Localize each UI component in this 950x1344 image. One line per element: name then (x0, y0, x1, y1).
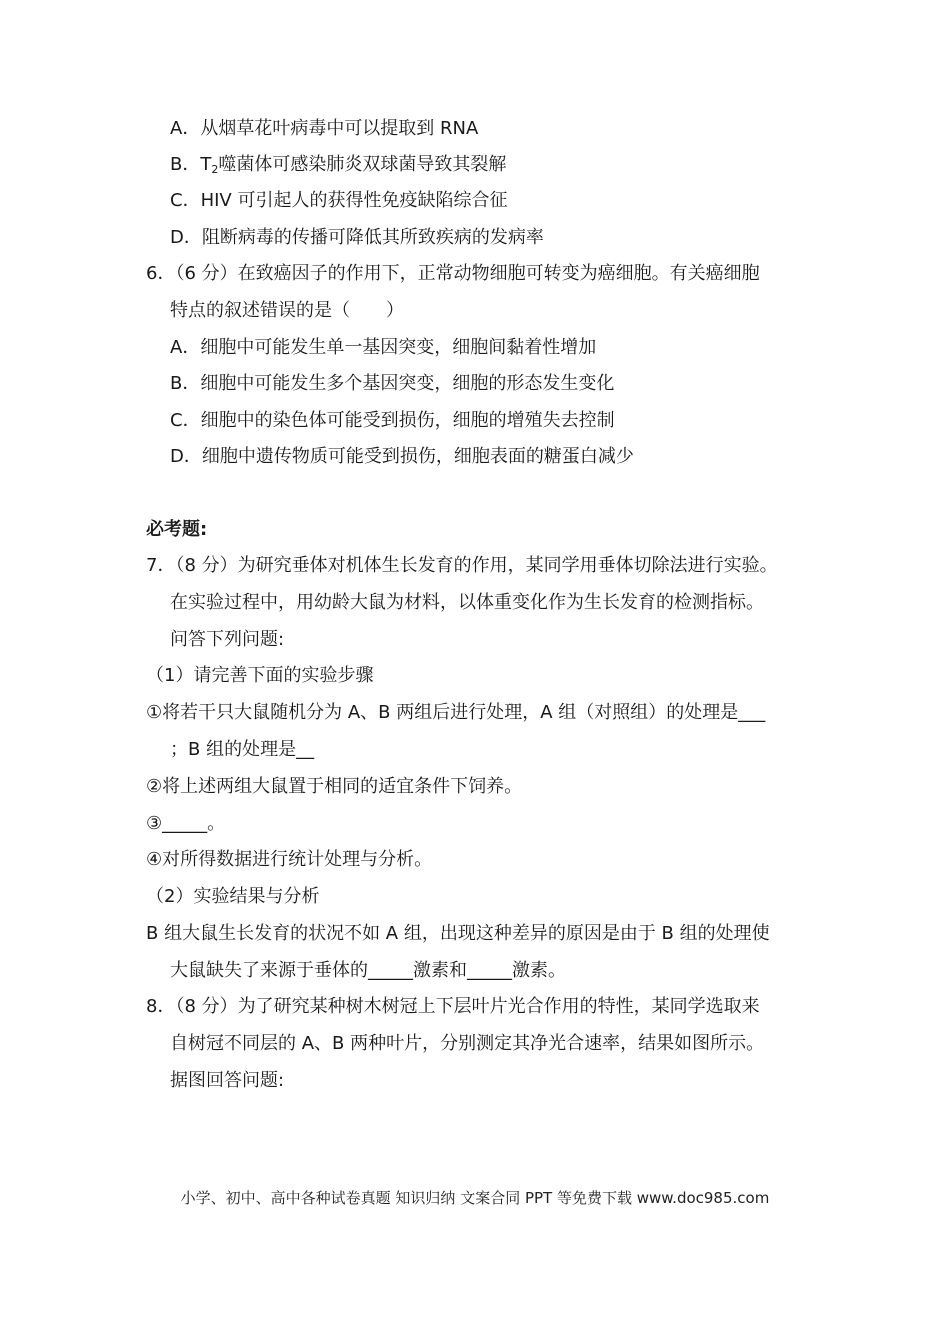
q7-step1-line2: ；B 组的处理是__ (170, 739, 315, 760)
q7-stem-line1: 7．（8 分）为研究垂体对机体生长发育的作用，某同学用垂体切除法进行实验。 (146, 555, 778, 576)
q5-option-c: C．HIV 可引起人的获得性免疫缺陷综合征 (170, 190, 508, 211)
page-footer: 小学、初中、高中各种试卷真题 知识归纳 文案合同 PPT 等免费下载 www.doc985.com (180, 1189, 770, 1207)
q7-part2-heading: （2）实验结果与分析 (146, 886, 320, 907)
q5-option-a: A．从烟草花叶病毒中可以提取到 RNA (170, 118, 479, 139)
q7-step3: ③_____。 (146, 813, 226, 834)
q7-step2: ②将上述两组大鼠置于相同的适宜条件下饲养。 (146, 776, 523, 797)
q7-part1-heading: （1）请完善下面的实验步骤 (146, 665, 374, 686)
q5-option-b-subscript: 2 (211, 163, 219, 176)
q6-option-b: B．细胞中可能发生多个基因突变，细胞的形态发生变化 (170, 373, 615, 394)
q8-stem-line2: 自树冠不同层的 A、B 两种叶片，分别测定其净光合速率，结果如图所示。 (170, 1033, 765, 1054)
q6-stem-line2: 特点的叙述错误的是（ ） (170, 300, 404, 321)
q7-stem-line3: 问答下列问题: (170, 629, 285, 650)
section-heading: 必考题: (146, 519, 208, 540)
q7-stem-line2: 在实验过程中，用幼龄大鼠为材料，以体重变化作为生长发育的检测指标。 (170, 592, 764, 613)
q5-option-b (170, 152, 506, 183)
q7-result-line2: 大鼠缺失了来源于垂体的_____激素和_____激素。 (170, 960, 566, 981)
q6-option-c: C．细胞中的染色体可能受到损伤，细胞的增殖失去控制 (170, 410, 615, 431)
q6-option-a: A．细胞中可能发生单一基因突变，细胞间黏着性增加 (170, 337, 597, 358)
q8-stem-line3: 据图回答问题: (170, 1070, 285, 1091)
q7-result-line1: B 组大鼠生长发育的状况不如 A 组，出现这种差异的原因是由于 B 组的处理使 (146, 923, 770, 944)
q7-step4: ④对所得数据进行统计处理与分析。 (146, 849, 433, 870)
q6-stem-line1: 6．（6 分）在致癌因子的作用下，正常动物细胞可转变为癌细胞。有关癌细胞 (146, 263, 760, 284)
q6-option-d: D．细胞中遗传物质可能受到损伤，细胞表面的糖蛋白减少 (170, 446, 634, 467)
q5-option-b-prefix: B．T (170, 154, 212, 175)
q5-option-b-rest: 噬菌体可感染肺炎双球菌导致其裂解 (218, 154, 507, 175)
q7-step1-line1: ①将若干只大鼠随机分为 A、B 两组后进行处理，A 组（对照组）的处理是___ (146, 702, 766, 723)
q8-stem-line1: 8．（8 分）为了研究某种树木树冠上下层叶片光合作用的特性，某同学选取来 (146, 996, 760, 1017)
q5-option-d: D．阻断病毒的传播可降低其所致疾病的发病率 (170, 227, 544, 248)
